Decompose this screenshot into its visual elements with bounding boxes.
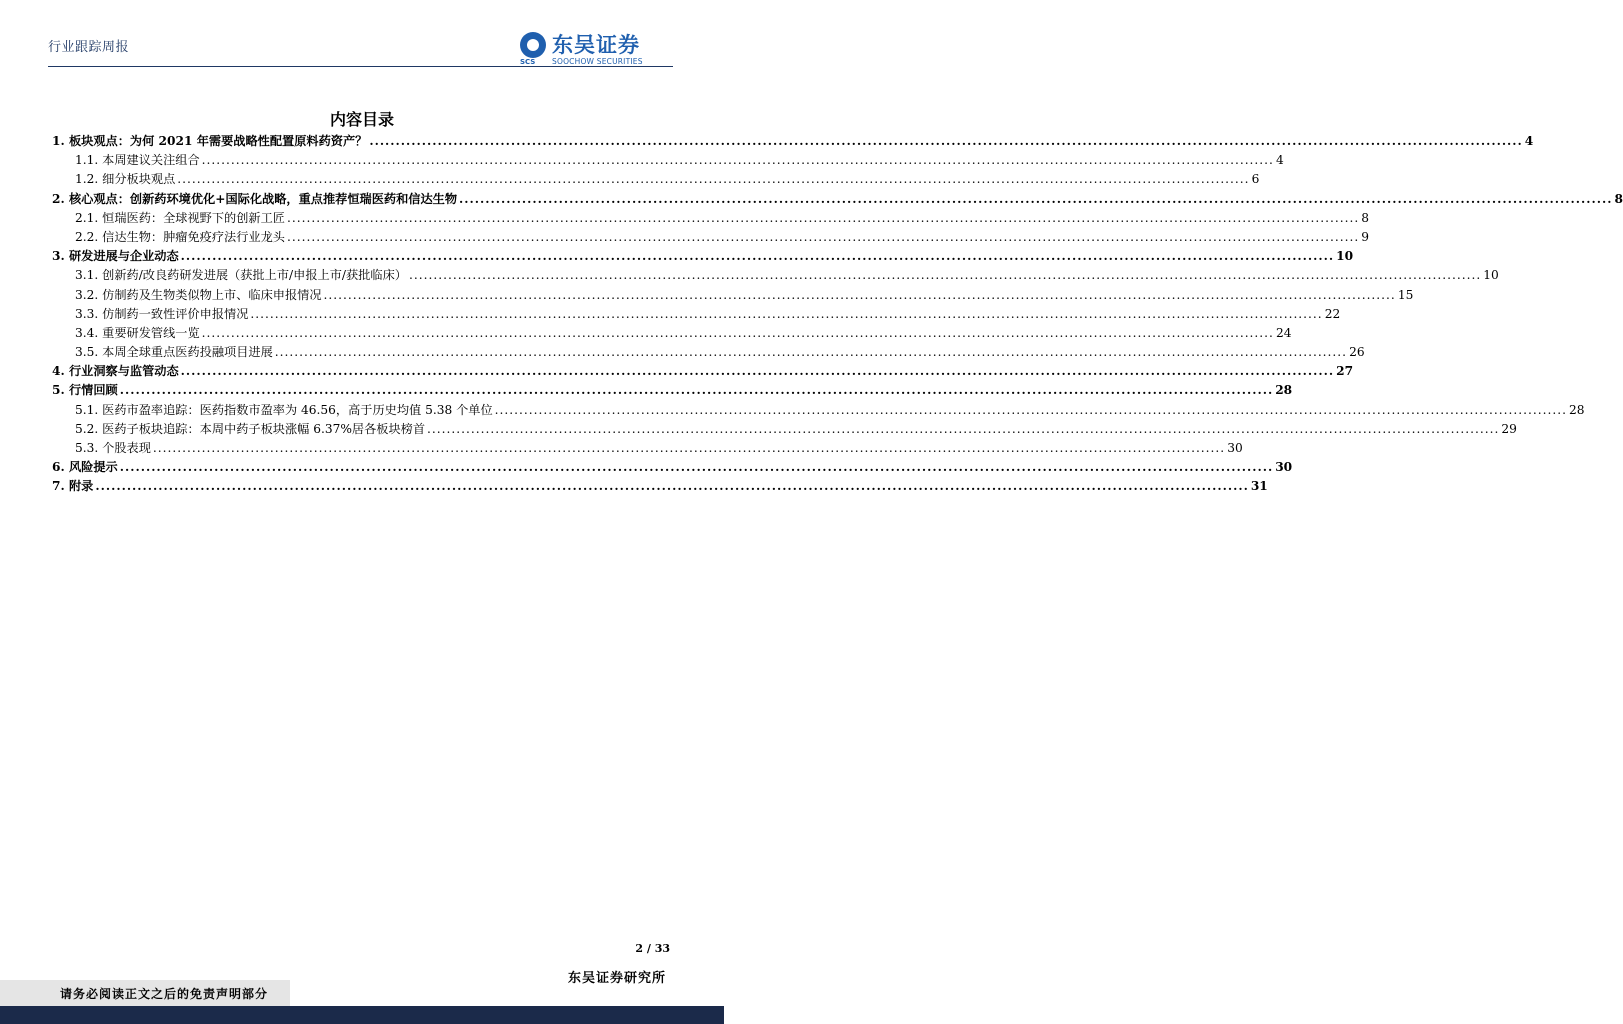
toc-entry-number: 7. xyxy=(52,479,65,494)
page-number: 2 / 33 xyxy=(635,942,670,955)
toc-leader-dots: ............................................................................................................................................................................................................................ xyxy=(369,134,1523,148)
toc-subsection-entry[interactable] xyxy=(52,209,1370,228)
toc-section-entry[interactable] xyxy=(52,362,1354,381)
footer-bar xyxy=(0,1006,724,1024)
toc-entry-number: 5.1. xyxy=(75,402,99,417)
toc-entry-page: 8 xyxy=(1614,191,1623,206)
toc-leader-dots: ............................................................................................................................................................................................................................ xyxy=(494,402,1567,417)
toc-subsection-entry[interactable] xyxy=(52,324,1292,343)
toc-entry-number: 2. xyxy=(52,191,65,206)
toc-entry-text: 重要研发管线一览 xyxy=(102,325,200,340)
toc-section-entry[interactable] xyxy=(52,477,1268,496)
toc-entry-text: 研发进展与企业动态 xyxy=(68,249,179,264)
toc-entry-page: 31 xyxy=(1250,479,1268,494)
toc-leader-dots: ............................................................................................................................................................................................................................ xyxy=(119,383,1274,398)
toc-entry-page: 29 xyxy=(1501,421,1517,436)
toc-entry-text: 信达生物：肿瘤免疫疗法行业龙头 xyxy=(102,229,285,244)
soochow-securities-logo xyxy=(520,30,670,70)
toc-leader-dots: ............................................................................................................................................................................................................................ xyxy=(408,268,1482,283)
toc-entry-text: 仿制药及生物类似物上市、临床申报情况 xyxy=(102,287,322,302)
toc-entry-number: 5.2. xyxy=(75,421,99,436)
toc-entry-number: 3.2. xyxy=(75,287,99,302)
toc-entry-text: 核心观点：创新药环境优化+国际化战略，重点推荐恒瑞医药和信达生物 xyxy=(68,191,458,206)
toc-entry-label xyxy=(75,228,285,245)
toc-section-entry[interactable] xyxy=(52,458,1293,477)
toc-entry-text: 板块观点：为何 2021 年需要战略性配置原料药资产？ xyxy=(68,134,368,148)
toc-subsection-entry[interactable] xyxy=(52,420,1517,439)
toc-entry-page: 27 xyxy=(1336,364,1354,379)
toc-entry-label xyxy=(52,132,367,149)
toc-section-entry[interactable] xyxy=(52,132,1534,151)
toc-entry-label xyxy=(52,477,93,494)
toc-entry-page: 30 xyxy=(1227,441,1243,455)
toc-entry-text: 个股表现 xyxy=(102,441,151,455)
toc-entry-text: 创新药/改良药研发进展（获批上市/申报上市/获批临床） xyxy=(102,268,407,283)
toc-entry-label xyxy=(52,247,179,264)
toc-subsection-entry[interactable] xyxy=(52,343,1365,362)
institution-name: 东吴证券研究所 xyxy=(567,971,666,986)
toc-entry-label xyxy=(75,286,322,303)
toc-entry-page: 15 xyxy=(1397,287,1414,302)
toc-subsection-entry[interactable] xyxy=(52,228,1370,247)
toc-entry-number: 3.4. xyxy=(75,325,99,340)
toc-entry-number: 5.3. xyxy=(75,441,99,455)
toc-entry-text: 风险提示 xyxy=(68,460,118,475)
toc-leader-dots: ............................................................................................................................................................................................................................ xyxy=(274,345,1348,360)
toc-leader-dots: ............................................................................................................................................................................................................................ xyxy=(427,421,1500,436)
toc-subsection-entry[interactable] xyxy=(52,305,1341,324)
toc-entry-label xyxy=(52,190,457,207)
toc-leader-dots: ............................................................................................................................................................................................................................ xyxy=(177,172,1250,187)
header-divider-tick xyxy=(669,66,673,67)
toc-entry-page: 10 xyxy=(1483,268,1499,283)
toc-subsection-entry[interactable] xyxy=(52,401,1585,420)
toc-entry-label xyxy=(75,343,273,360)
toc-entry-page: 22 xyxy=(1324,306,1341,321)
logo-english-name: SOOCHOW SECURITIES xyxy=(552,57,643,66)
toc-entry-page: 10 xyxy=(1336,249,1354,264)
toc-entry-text: 本周建议关注组合 xyxy=(102,153,200,168)
toc-entry-page: 8 xyxy=(1361,210,1370,225)
toc-entry-label xyxy=(75,439,151,456)
toc-entry-text: 医药子板块追踪：本周中药子板块涨幅 6.37%居各板块榜首 xyxy=(102,421,426,436)
toc-leader-dots: ............................................................................................................................................................................................................................ xyxy=(459,191,1613,206)
toc-entry-label xyxy=(75,209,285,226)
toc-leader-dots: ............................................................................................................................................................................................................................ xyxy=(323,287,1396,302)
toc-entry-number: 3. xyxy=(52,249,65,264)
toc-section-entry[interactable] xyxy=(52,190,1623,209)
toc-entry-number: 2.1. xyxy=(75,210,99,225)
toc-entry-label xyxy=(52,362,179,379)
toc-subsection-entry[interactable] xyxy=(52,439,1243,458)
toc-entry-label xyxy=(52,458,118,475)
toc-leader-dots: ............................................................................................................................................................................................................................ xyxy=(180,249,1335,264)
toc-entry-text: 细分板块观点 xyxy=(102,172,176,187)
toc-entry-label xyxy=(75,324,200,341)
toc-leader-dots: ............................................................................................................................................................................................................................ xyxy=(286,229,1360,244)
toc-entry-label xyxy=(75,305,248,322)
toc-entry-number: 6. xyxy=(52,460,65,475)
logo-mark-text: SCS xyxy=(520,58,536,66)
toc-entry-label xyxy=(75,151,200,168)
toc-entry-text: 仿制药一致性评价申报情况 xyxy=(102,306,249,321)
toc-subsection-entry[interactable] xyxy=(52,286,1414,305)
toc-section-entry[interactable] xyxy=(52,247,1354,266)
toc-leader-dots: ............................................................................................................................................................................................................................ xyxy=(201,325,1274,340)
toc-leader-dots: ............................................................................................................................................................................................................................ xyxy=(180,364,1335,379)
toc-entry-text: 行业洞察与监管动态 xyxy=(68,364,179,379)
toc-entry-number: 1.1. xyxy=(75,153,99,168)
toc-entry-page: 30 xyxy=(1275,460,1293,475)
toc-entry-text: 医药市盈率追踪：医药指数市盈率为 46.56，高于历史均值 5.38 个单位 xyxy=(102,402,493,417)
toc-entry-number: 4. xyxy=(52,364,65,379)
toc-entry-label xyxy=(75,170,175,187)
toc-entry-text: 附录 xyxy=(68,479,94,494)
toc-entry-page: 28 xyxy=(1568,402,1585,417)
toc-entry-text: 行情回顾 xyxy=(68,383,118,398)
toc-entry-page: 26 xyxy=(1349,345,1365,360)
toc-entry-number: 1.2. xyxy=(75,172,99,187)
toc-entry-number: 3.5. xyxy=(75,345,99,360)
toc-leader-dots: ............................................................................................................................................................................................................................ xyxy=(286,210,1360,225)
toc-entry-label xyxy=(75,266,407,283)
toc-entry-text: 恒瑞医药：全球视野下的创新工匠 xyxy=(102,210,285,225)
logo-mark-icon xyxy=(520,32,546,58)
toc-entry-number: 3.1. xyxy=(75,268,99,283)
toc-title: 内容目录 xyxy=(329,110,394,129)
toc-entry-page: 24 xyxy=(1275,325,1292,340)
toc-leader-dots: ............................................................................................................................................................................................................................ xyxy=(95,479,1249,494)
toc-entry-label xyxy=(52,381,118,398)
toc-entry-page: 4 xyxy=(1275,153,1284,168)
toc-entry-text: 本周全球重点医药投融项目进展 xyxy=(102,345,273,360)
table-of-contents xyxy=(52,132,1623,497)
toc-leader-dots: ............................................................................................................................................................................................................................ xyxy=(119,460,1274,475)
toc-entry-page: 6 xyxy=(1251,172,1260,187)
header-divider xyxy=(48,66,670,67)
toc-leader-dots: ............................................................................................................................................................................................................................ xyxy=(201,153,1274,168)
disclaimer-notice: 请务必阅读正文之后的免责声明部分 xyxy=(60,987,269,1001)
toc-entry-page: 9 xyxy=(1361,229,1370,244)
report-type-label: 行业跟踪周报 xyxy=(48,40,130,55)
toc-entry-number: 1. xyxy=(52,134,65,148)
toc-leader-dots: ............................................................................................................................................................................................................................ xyxy=(250,306,1323,321)
toc-subsection-entry[interactable] xyxy=(52,170,1260,189)
toc-entry-number: 5. xyxy=(52,383,65,398)
logo-chinese-name: 东吴证券 xyxy=(552,33,640,57)
toc-subsection-entry[interactable] xyxy=(52,151,1284,170)
toc-entry-label xyxy=(75,420,425,437)
toc-entry-label xyxy=(75,401,493,418)
toc-section-entry[interactable] xyxy=(52,381,1293,400)
toc-entry-page: 28 xyxy=(1275,383,1293,398)
toc-subsection-entry[interactable] xyxy=(52,266,1499,285)
toc-entry-page: 4 xyxy=(1524,134,1534,148)
toc-entry-number: 2.2. xyxy=(75,229,99,244)
toc-leader-dots: ............................................................................................................................................................................................................................ xyxy=(152,441,1226,455)
toc-entry-number: 3.3. xyxy=(75,306,99,321)
